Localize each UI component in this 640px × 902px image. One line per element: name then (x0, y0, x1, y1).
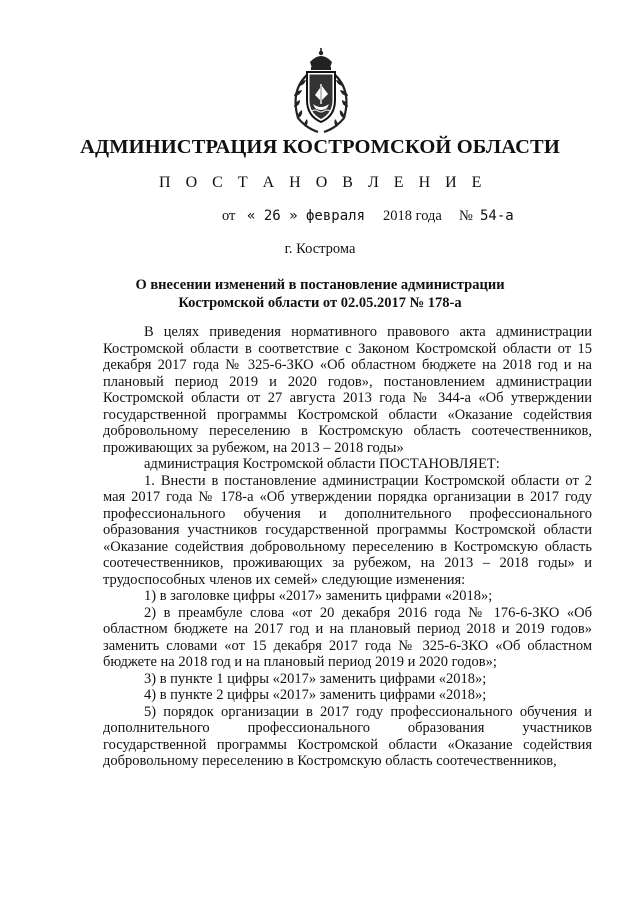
date-year: 2018 года (383, 208, 442, 224)
body-paragraph: 5) порядок организации в 2017 году профессионального обучения и дополнительного профессионального образования участников государственной программы Костромской области «Оказание содействия добровольному переселению в Костромскую область соотечественников, (103, 703, 592, 769)
date-day: « 26 » (247, 208, 298, 224)
coat-of-arms-icon (284, 48, 358, 134)
body-paragraph: 2) в преамбуле слова «от 20 декабря 2016 года № 176-6-ЗКО «Об областном бюджете на 2017 год и на плановый период 2018 и 2019 годов» заменить словами «от 15 декабря 2017 года № 325-6-ЗКО «Об областном бюджете на 2018 год и на плановый период 2019 и 2020 годов»; (103, 604, 592, 670)
document-subject (0, 276, 640, 312)
subject-line-1: О внесении изменений в постановление администрации (135, 277, 505, 293)
city: г. Кострома (284, 241, 356, 257)
body-paragraph: 4) в пункте 2 цифры «2017» заменить цифрами «2018»; (144, 687, 487, 703)
date-prefix: от (222, 208, 236, 224)
subject-line-2: Костромской области от 02.05.2017 № 178-а (178, 295, 462, 311)
number-sign: № (459, 208, 473, 224)
body-paragraph: 1. Внести в постановление администрации Костромской области от 2 мая 2017 года № 178-а «Об утверждении порядка организации в 2017 году профессионального обучения и дополнительного профессионального образования участников государственной программы Костромской области «Оказание содействия добровольному переселению в Костромскую область соотечественников, проживающих за рубежом, на 2013 – 2018 годы» и трудоспособных членов их семей» следующие изменения: (103, 472, 592, 588)
body-paragraph: 3) в пункте 1 цифры «2017» заменить цифрами «2018»; (144, 670, 487, 687)
body-paragraph: 1) в заголовке цифры «2017» заменить цифрами «2018»; (144, 588, 493, 604)
document-body (103, 324, 592, 770)
document-type: П О С Т А Н О В Л Е Н И Е (159, 174, 487, 191)
body-paragraph: В целях приведения нормативного правового акта администрации Костромской области в соответствие с Законом Костромской области от 15 декабря 2017 года № 325-6-ЗКО «Об областном бюджете на 2018 год и на плановый период 2019 и 2020 годов», постановлением администрации Костромской области от 27 августа 2013 года № 344-а «Об утверждении государственной программы Костромской области «Оказание содействия добровольному переселению в Костромскую область соотечественников, проживающих за рубежом, на 2013 – 2018 годы» (103, 324, 592, 456)
date-month: февраля (306, 208, 366, 224)
document-number: 54-а (480, 208, 514, 224)
body-paragraph: администрация Костромской области ПОСТАНОВЛЯЕТ: (144, 456, 500, 472)
organization-title: АДМИНИСТРАЦИЯ КОСТРОМСКОЙ ОБЛАСТИ (80, 136, 560, 158)
